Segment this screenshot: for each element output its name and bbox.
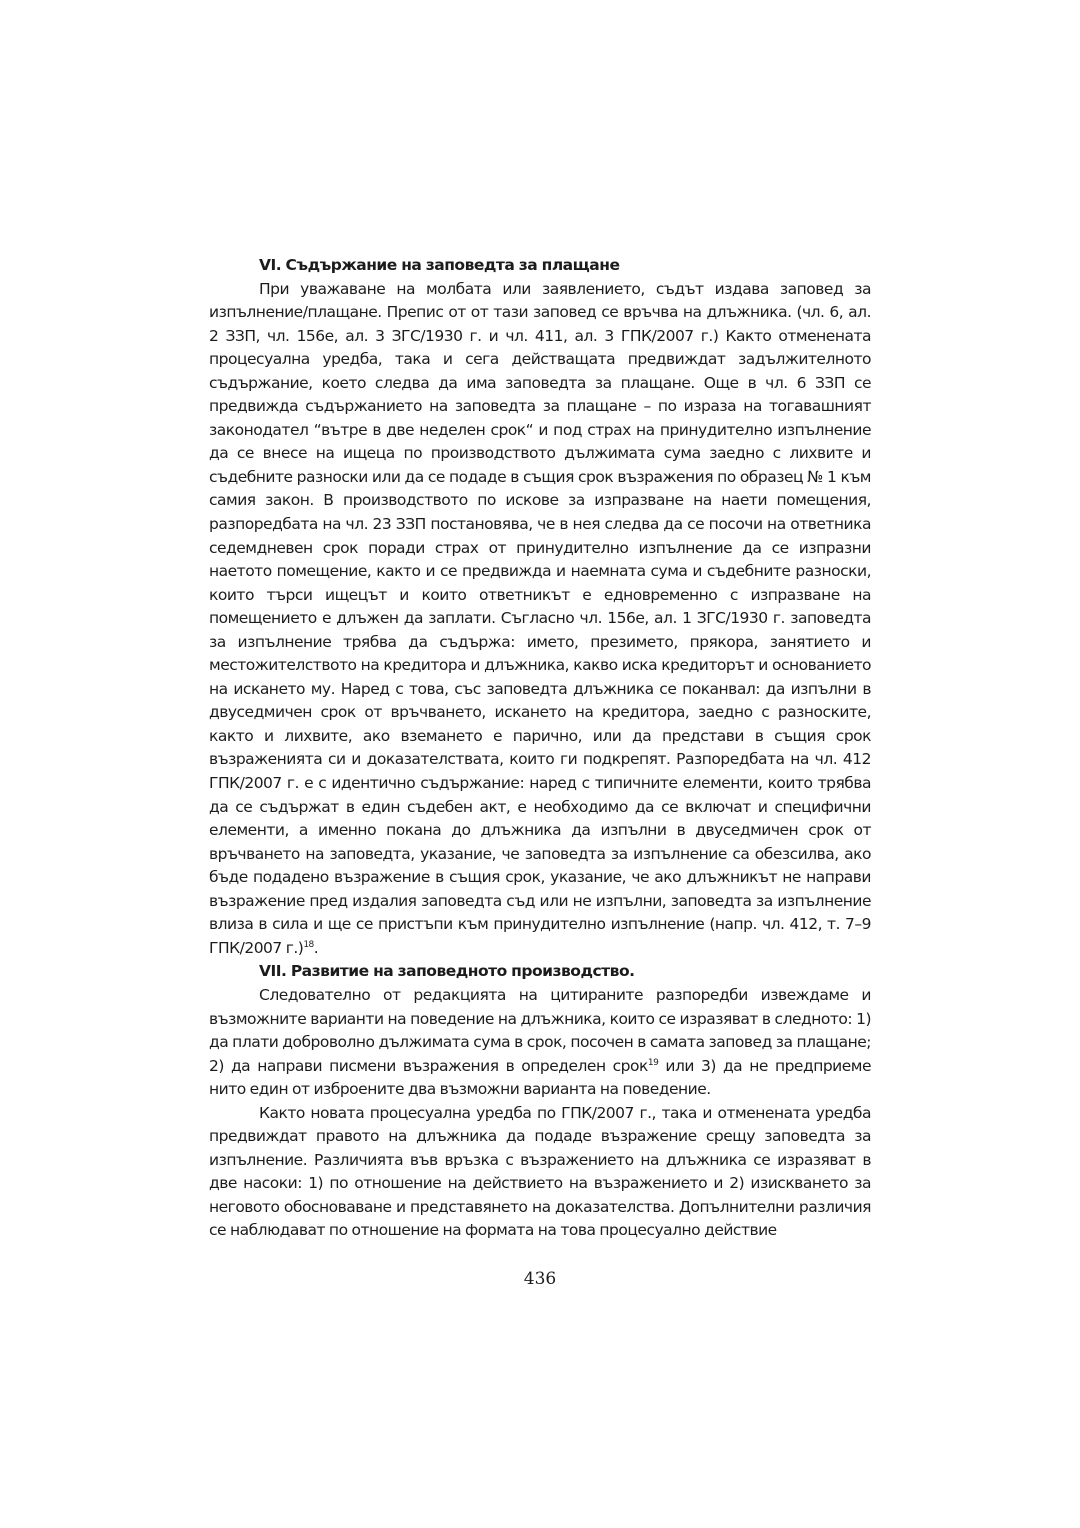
footnote-ref-18[interactable]: 18 <box>303 939 314 950</box>
document-body <box>209 254 871 1243</box>
paragraph-text: При уважаване на молбата или заявлението, съдът издава заповед за изпълнение/плащане. Препис от от тази заповед се връчва на длъжника. (чл. 6, ал. 2 ЗЗП, чл. 156е, ал. 3 ЗГС/1930 г. и чл. 411, ал. 3 ГПК/2007 г.) Както отменената процесуална уредба, така и сега действащата предвиждат задължителното съдържание, което следва да има заповедта за плащане. Още в чл. 6 ЗЗП се предвижда съдържанието на заповедта за плащане – по израза на тогавашният законодател “вътре в две неделен срок“ и под страх на принудително изпълнение да се внесе на ищеца по производството дължимата сума заедно с лихвите и съдебните разноски или да се подаде в същия срок възражения по образец № 1 към самия закон. В производството по искове за изпразване на наети помещения, разпоредбата на чл. 23 ЗЗП постановява, че в нея следва да се посочи на ответника седемдневен срок поради страх от принудително изпълнение да се изпразни наетото помещение, както и се предвижда и наемната сума и съдебните разноски, които търси ищецът и които ответникът е едновременно с изпразване на помещението е длъжен да заплати. Съгласно чл. 156е, ал. 1 ЗГС/1930 г. заповедта за изпълнение трябва да съдържа: името, презимето, прякора, занятието и местожителството на кредитора и длъжника, какво иска кредиторът и основанието на искането му. Наред с това, със заповедта длъжника се поканвал: да изпълни в двуседмичен срок от връчването, искането на кредитора, заедно с разноските, както и лихвите, ако вземането е парично, или да представи в същия срок възраженията си и доказателствата, които ги подкрепят. Разпоредбата на чл. 412 ГПК/2007 г. е с идентично съдържание: наред с типичните елементи, които трябва да се съдържат в един съдебен акт, е необходимо да се включат и специфични елементи, а именно покана до длъжника да изпълни в двуседмичен срок от връчването на заповедта, указание, че заповедта за изпълнение са обезсилва, ако бъде подадено възражение в същия срок, указание, че ако длъжникът не направи възражение пред издалия заповедта съд или не изпълни, заповедта за изпълнение влиза в сила и ще се пристъпи към принудително изпълнение (напр. чл. 412, т. 7–9 ГПК/2007 г.) <box>209 279 871 957</box>
paragraph-tail: или 3) да не предприеме нито един от изброените два възможни варианта на поведение. <box>209 1056 871 1099</box>
page-number: 436 <box>523 1269 557 1289</box>
paragraph-vii-1 <box>209 984 871 1102</box>
section-heading-vi: VI. Съдържание на заповедта за плащане <box>259 256 620 274</box>
paragraph-text: Както новата процесуална уредба по ГПК/2007 г., така и отменената уредба предвиждат правото на длъжника да подаде възражение срещу заповедта за изпълнение. Различията във връзка с възражението на длъжника се изразяват в две насоки: 1) по отношение на действието на възражението и 2) изискването за неговото обосноваване и представянето на доказателства. Допълнителни различия се наблюдават по отношение на формата на това процесуално действие <box>209 1103 871 1240</box>
footnote-ref-19[interactable]: 19 <box>647 1057 659 1068</box>
paragraph-vi-1 <box>209 278 871 961</box>
paragraph-text: Следователно от редакцията на цитираните разпоредби извеждаме и възможните варианти на поведение на длъжника, които се изразяват в следното: 1) да плати доброволно дължимата сума в срок, посочен в самата заповед за плащане; 2) да направи писмени възражения в определен срок <box>209 985 871 1075</box>
paragraph-tail: . <box>313 938 319 957</box>
section-heading-vii: VII. Развитие на заповедното производство. <box>259 962 635 981</box>
paragraph-vii-2 <box>209 1102 871 1243</box>
